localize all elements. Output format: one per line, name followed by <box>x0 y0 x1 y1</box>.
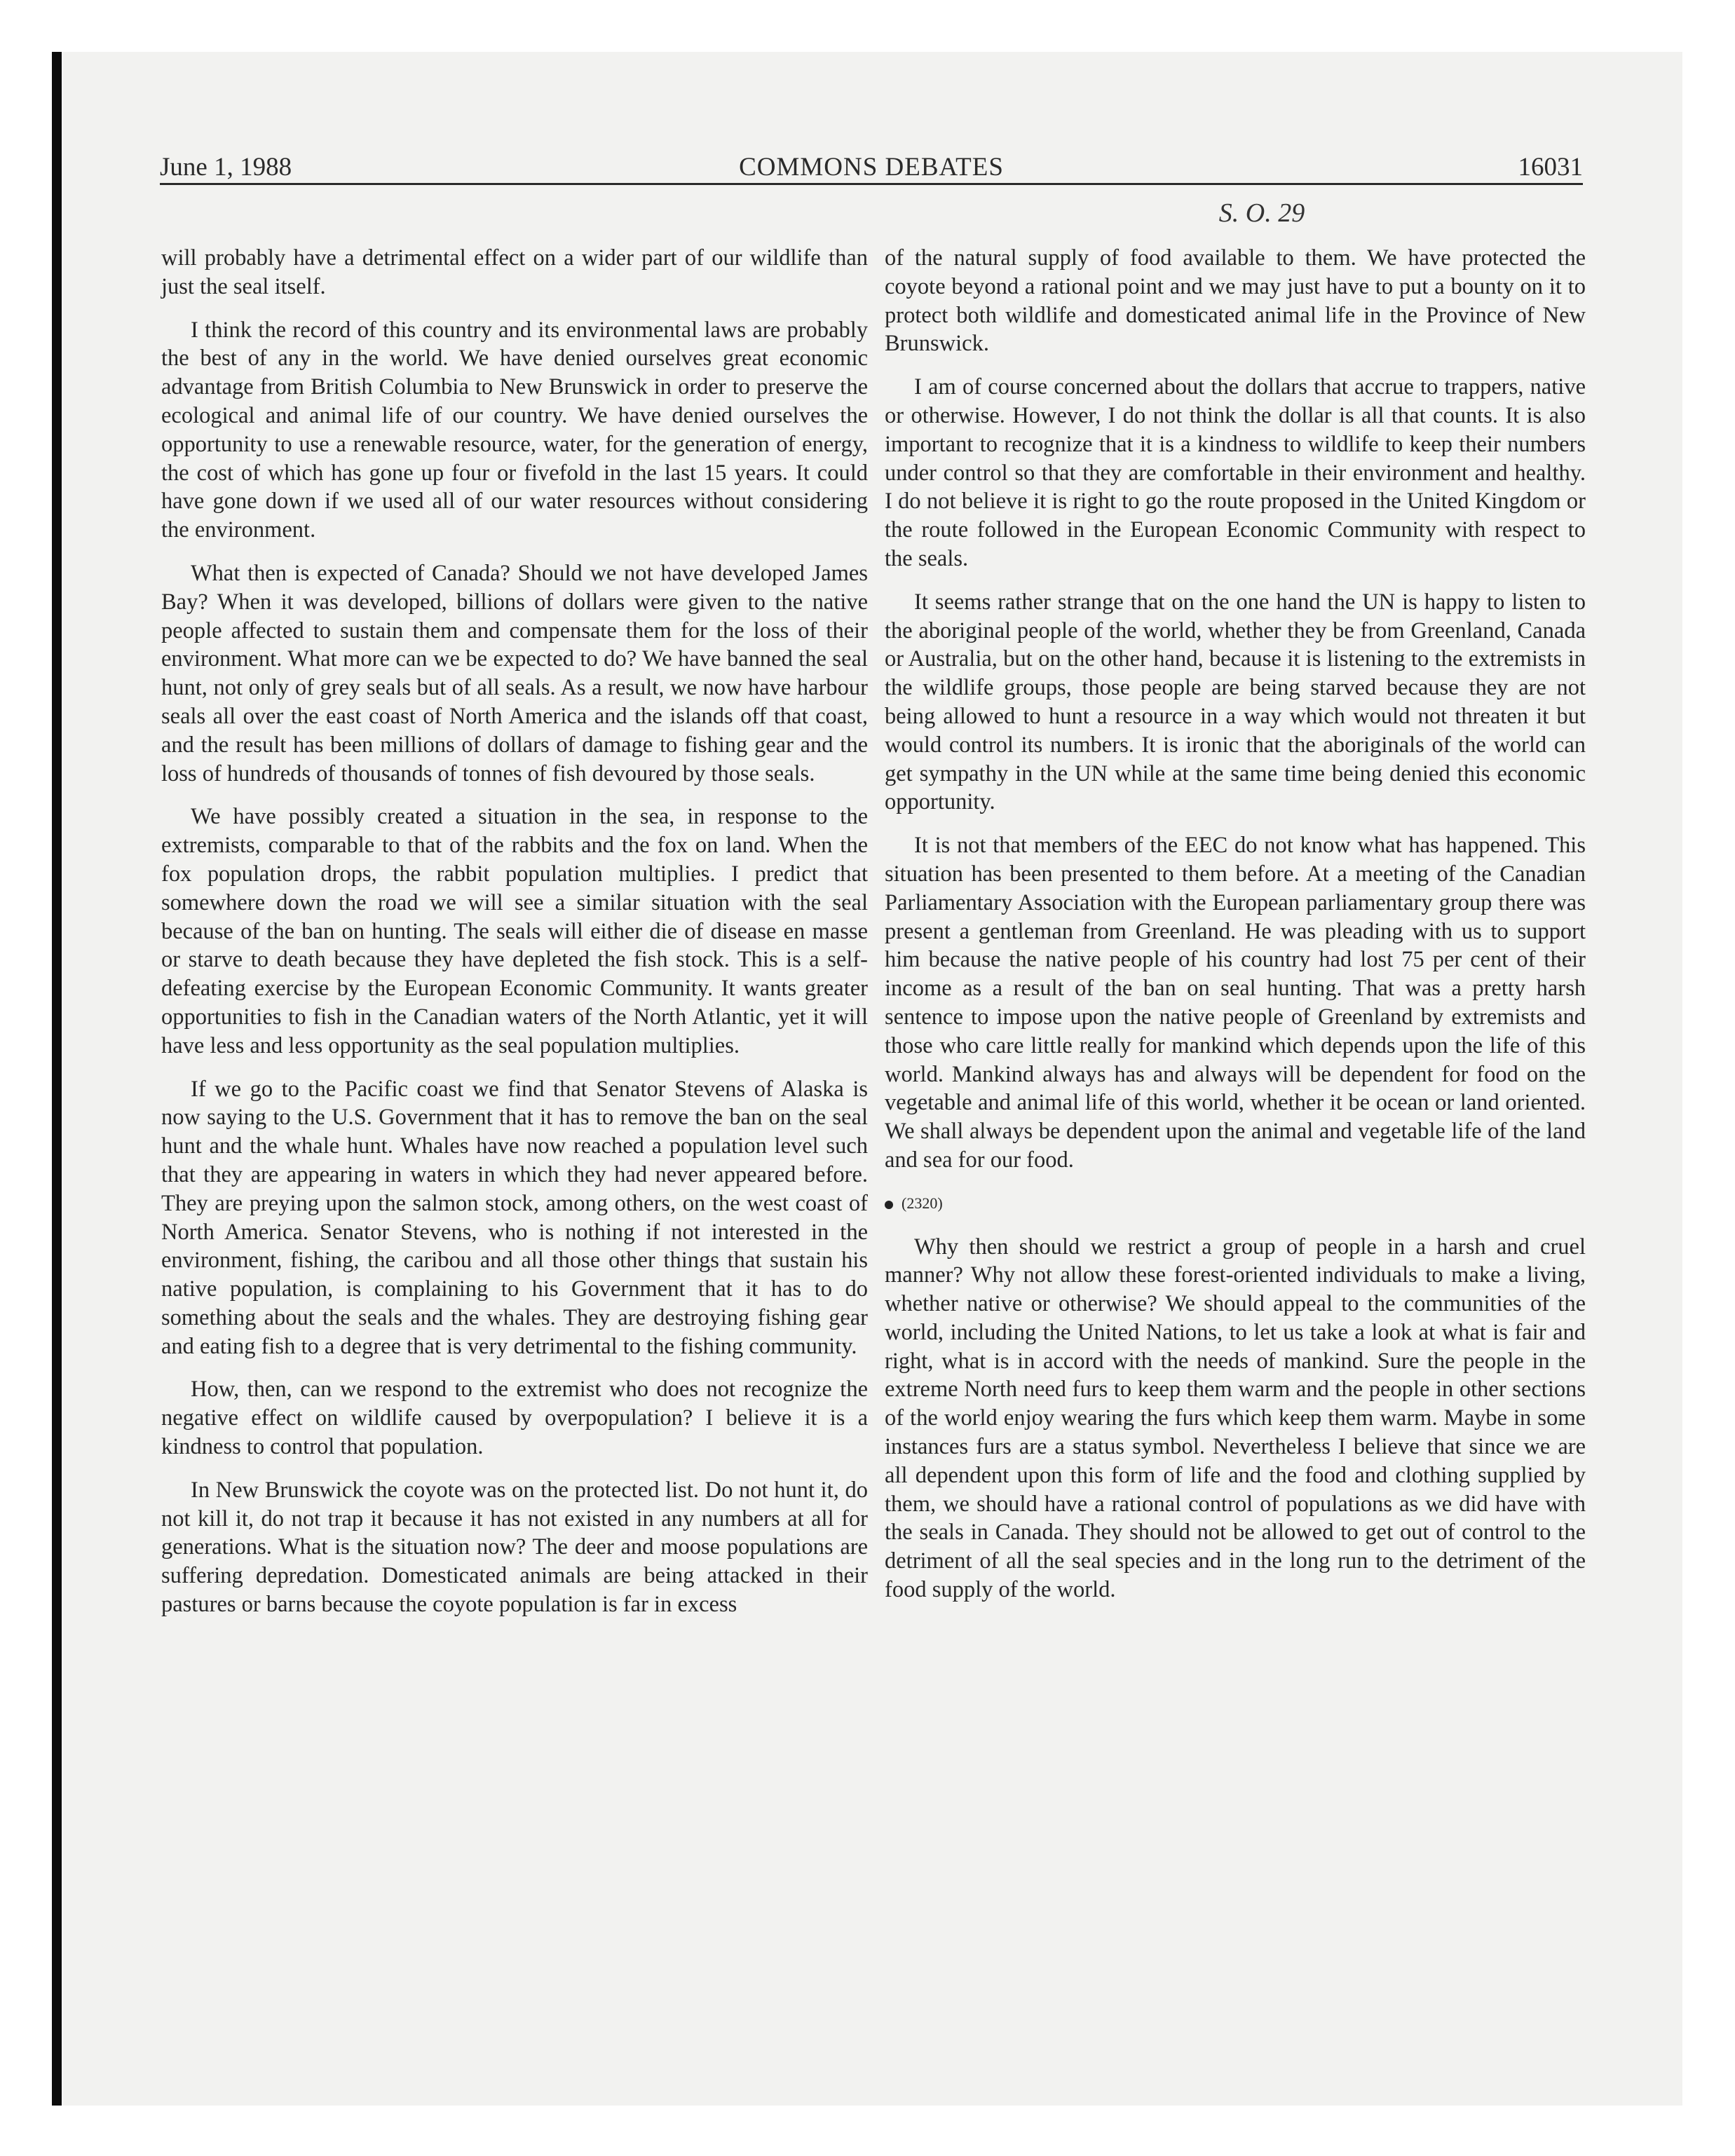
right-column <box>885 244 1586 1619</box>
time-marker <box>885 1189 1586 1218</box>
running-header <box>160 144 1583 186</box>
header-date: June 1, 1988 <box>160 153 292 182</box>
left-paragraph-3: What then is expected of Canada? Should we not have developed James Bay? When it was developed, billions of dollars were given to the native people affected to sustain them and compensate them for the loss of their environment. What more can we be expected to do? We have banned the seal hunt, not only of grey seals but of all seals. As a result, we now have harbour seals all over the east coast of North America and the islands off that coast, and the result has been millions of dollars of damage to fishing gear and the loss of hundreds of thousands of tonnes of fish devoured by those seals. <box>161 560 868 786</box>
left-paragraph-4: We have possibly created a situation in the sea, in response to the extremists, comparable to that of the rabbits and the fox on land. When the fox population drops, the rabbit population multiplies. I predict that somewhere down the road we will see a similar situation with the seal because of the ban on hunting. The seals will either die of disease en masse or starve to death because they have depleted the fish stock. This is a self-defeating exercise by the European Economic Community. It wants greater opportunities to fish in the Canadian waters of the North Atlantic, yet it will have less and less opportunity as the seal population multiplies. <box>161 804 868 1058</box>
left-paragraph-6: How, then, can we respond to the extremist who does not recognize the negative effect on wildlife caused by overpopulation? I believe it is a kindness to control that population. <box>161 1377 868 1460</box>
header-title: COMMONS DEBATES <box>739 153 1004 182</box>
header-rule <box>160 183 1583 185</box>
left-paragraph-5: If we go to the Pacific coast we find that Senator Stevens of Alaska is now saying to the U.S. Government that it has to remove the ban on the seal hunt and the whale hunt. Whales have now reached a population level such that they are appearing in waters in which they had never appeared before. They are preying upon the salmon stock, among others, on the west coast of North America. Senator Stevens, who is nothing if not interested in the environment, fishing, the caribou and all those other things that sustain his native population, is complaining to his Government that it has to do something about the seals and the whales. They are destroying fishing gear and eating fish to a degree that is very detrimental to the fishing community. <box>161 1076 868 1359</box>
right-paragraph-1: of the natural supply of food available to them. We have protected the coyote beyond a rational point and we may just have to put a bounty on it to protect both wildlife and domesticated animal life in the Province of New Brunswick. <box>885 245 1586 357</box>
right-paragraph-2: I am of course concerned about the dollars that accrue to trappers, native or otherwise. However, I do not think the dollar is all that counts. It is also important to recognize that it is a kindness to wildlife to keep their numbers under control so that they are comfortable in their environment and healthy. I do not believe it is right to go the route proposed in the United Kingdom or the route followed in the European Economic Community with respect to the seals. <box>885 374 1586 571</box>
right-paragraph-5: Why then should we restrict a group of people in a harsh and cruel manner? Why not allow these forest-oriented individuals to make a living, whether native or otherwise? We should appeal to the communities of the world, including the United Nations, to let us take a look at what is fair and right, what is in accord with the needs of mankind. Sure the people in the extreme North need furs to keep them warm and the people in other sections of the world enjoy wearing the furs which keep them warm. Maybe in some instances furs are a status symbol. Nevertheless I believe that since we are all dependent upon this form of life and the food and clothing supplied by them, we should have a rational control of populations as we did have with the seals in Canada. They should not be allowed to get out of control to the detriment of all the seal species and in the long run to the detriment of the food supply of the world. <box>885 1234 1586 1603</box>
right-paragraph-4: It is not that members of the EEC do not know what has happened. This situation has been presented to them before. At a meeting of the Canadian Parliamentary Association with the European parliamentary group there was present a gentleman from Greenland. He was pleading with us to support him because the native people of his country had lost 75 per cent of their income as a result of the ban on seal hunting. That was a pretty harsh sentence to impose upon the native people of Greenland by extremists and those who care little really for mankind which depends upon the life of this world. Mankind always has and always will be dependent for food on the vegetable and animal life of this world, whether it be ocean or land oriented. We shall always be dependent upon the animal and vegetable life of the land and sea for our food. <box>885 833 1586 1173</box>
scan-edge-bar <box>52 52 62 2106</box>
right-paragraph-3: It seems rather strange that on the one hand the UN is happy to listen to the aboriginal people of the world, whether they be from Greenland, Canada or Australia, but on the other hand, because it is listening to the extremists in the wildlife groups, those people are being starved because they are not being allowed to hunt a resource in a way which would not threaten it but would control its numbers. It is ironic that the aboriginals of the world can get sympathy in the UN while at the same time being denied this economic opportunity. <box>885 589 1586 815</box>
left-column <box>161 244 868 1634</box>
left-paragraph-2: I think the record of this country and its environmental laws are probably the best of any in the world. We have denied ourselves great economic advantage from British Columbia to New Brunswick in order to preserve the ecological and animal life of our country. We have denied ourselves the opportunity to use a renewable resource, water, for the generation of energy, the cost of which has gone up four or fivefold in the last 15 years. It could have gone down if we used all of our water resources without considering the environment. <box>161 317 868 543</box>
left-paragraph-1: will probably have a detrimental effect on a wider part of our wildlife than just the seal itself. <box>161 245 868 299</box>
bullet-dot-icon <box>885 1201 893 1209</box>
left-paragraph-7: In New Brunswick the coyote was on the protected list. Do not hunt it, do not kill it, do not trap it because it has not existed in any numbers at all for generations. What is the situation now? The deer and moose populations are suffering depredation. Domesticated animals are being attacked in their pastures or barns because the coyote population is far in excess <box>161 1477 868 1618</box>
section-label: S. O. 29 <box>1218 198 1305 228</box>
header-page-number: 16031 <box>1518 153 1583 182</box>
time-marker-text: (2320) <box>901 1194 943 1212</box>
